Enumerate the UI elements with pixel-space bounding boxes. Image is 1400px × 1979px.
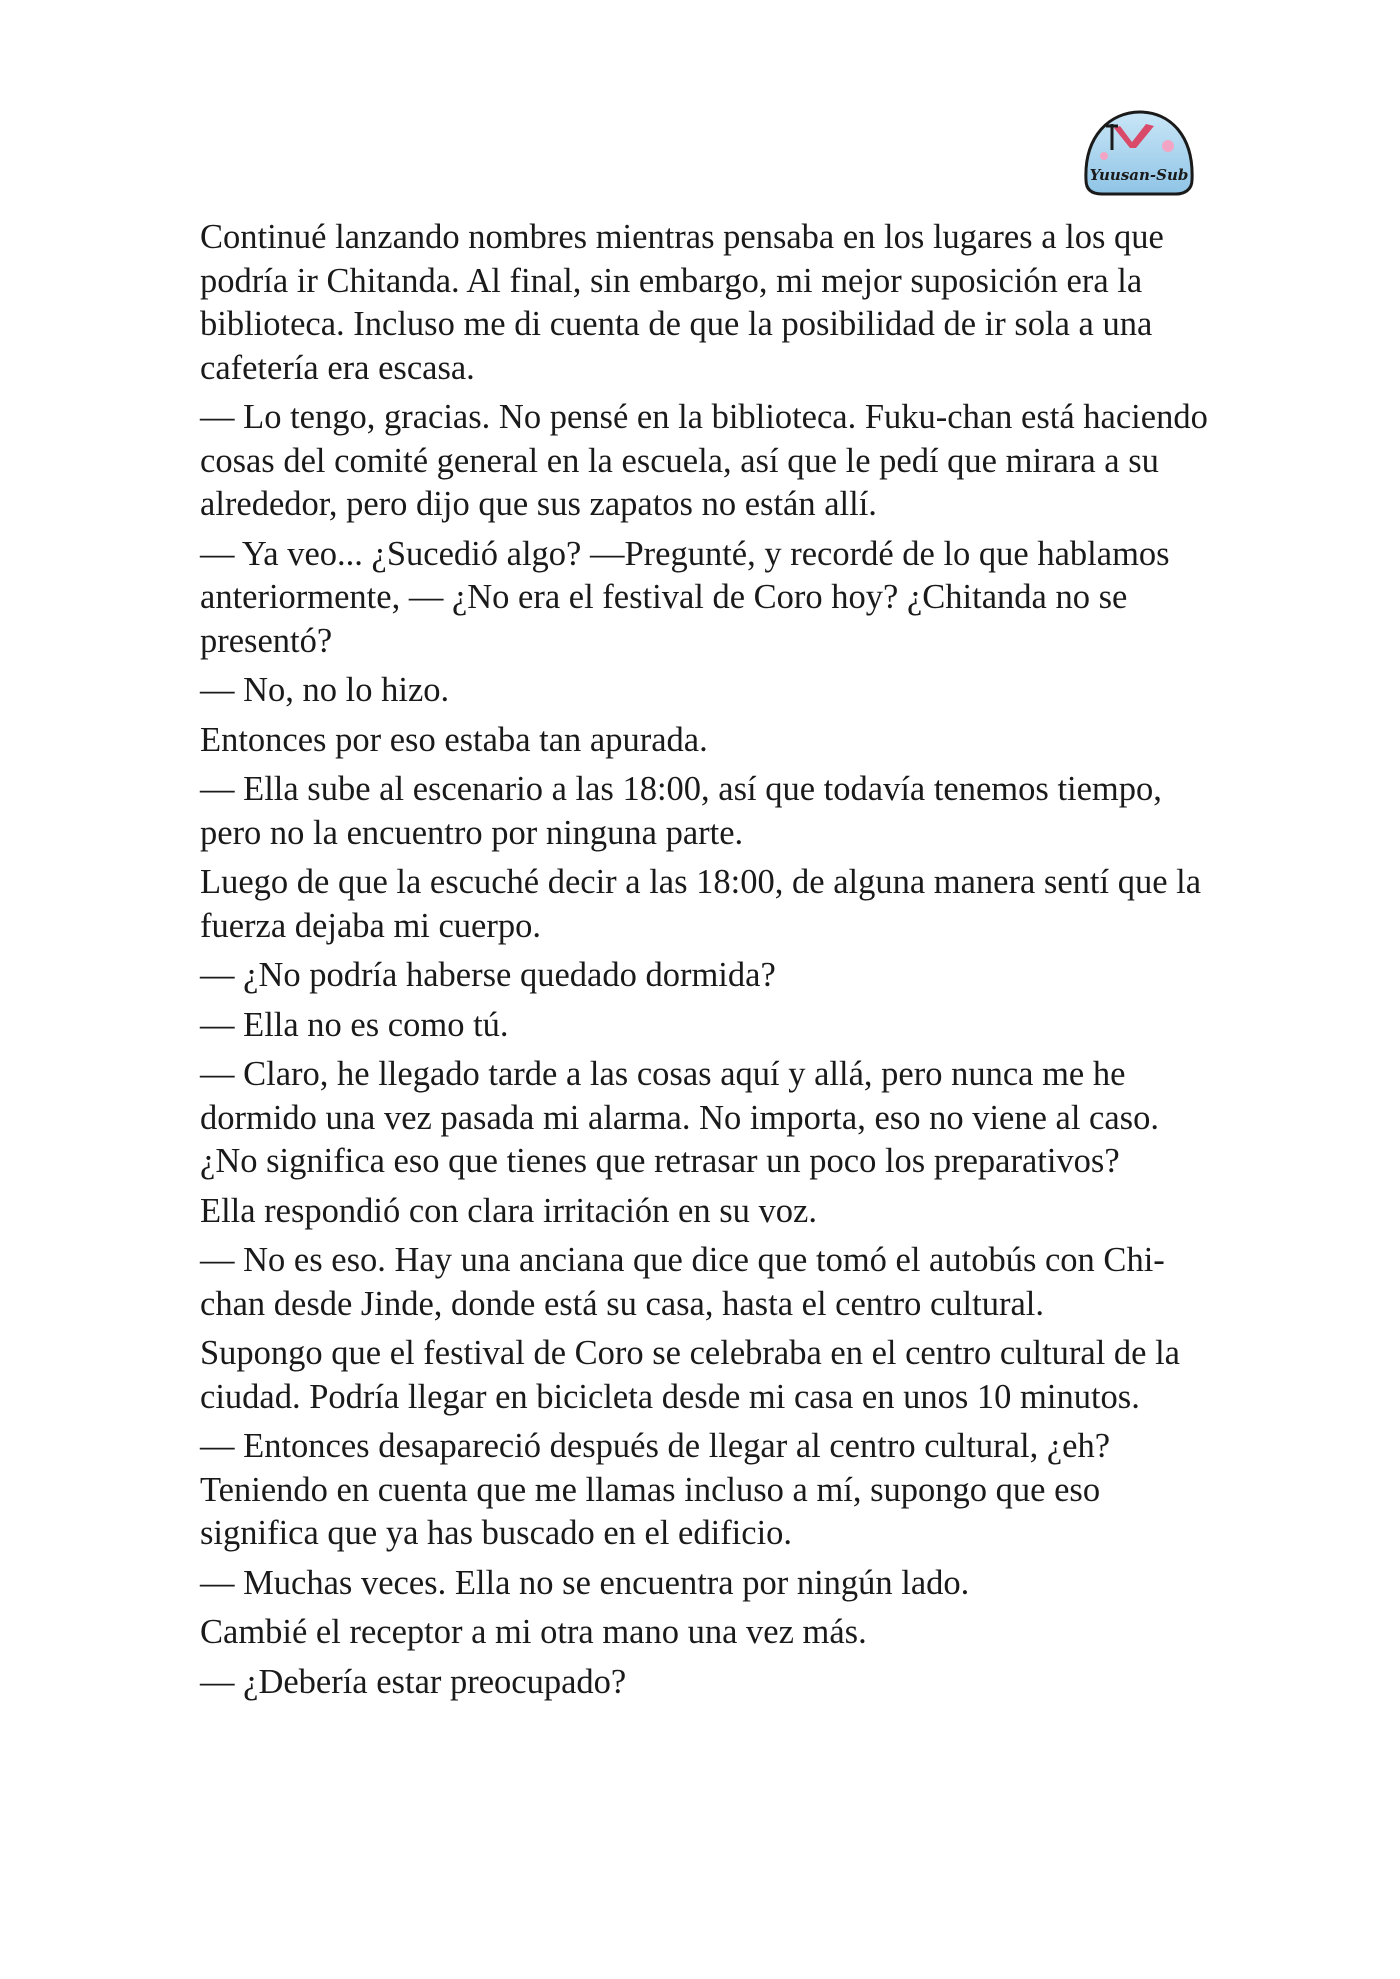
yuusan-sub-logo-icon xyxy=(1080,106,1198,198)
paragraph: Ella respondió con clara irritación en su voz. xyxy=(200,1191,817,1230)
paragraph: — No, no lo hizo. xyxy=(200,671,450,709)
paragraph: — ¿No podría haberse quedado dormida? xyxy=(200,956,776,994)
paragraph: — No es eso. Hay una anciana que dice que tomó el autobús con Chi-chan desde Jinde, donde está su casa, hasta el centro cultural. xyxy=(200,1241,1165,1323)
paragraph: — Muchas veces. Ella no se encuentra por ningún lado. xyxy=(200,1563,970,1602)
paragraph: — Claro, he llegado tarde a las cosas aquí y allá, pero nunca me he dormido una vez pasada mi alarma. No importa, eso no viene al caso. ¿No significa eso que tienes que retrasar un poco los preparativos? xyxy=(200,1055,1159,1180)
body-text xyxy=(200,216,1220,1710)
paragraph: — Ya veo... ¿Sucedió algo? —Pregunté, y recordé de lo que hablamos anteriormente, — ¿No era el festival de Coro hoy? ¿Chitanda no se presentó? xyxy=(200,534,1170,660)
paragraph: Luego de que la escuché decir a las 18:00, de alguna manera sentí que la fuerza dejaba mi cuerpo. xyxy=(200,863,1202,945)
paragraph: — Ella no es como tú. xyxy=(200,1005,509,1044)
paragraph: — Lo tengo, gracias. No pensé en la biblioteca. Fuku-chan está haciendo cosas del comité general en la escuela, así que le pedí que mirara a su alrededor, pero dijo que sus zapatos no están allí. xyxy=(200,398,1208,523)
paragraph: Supongo que el festival de Coro se celebraba en el centro cultural de la ciudad. Podría llegar en bicicleta desde mi casa en unos 10 minutos. xyxy=(200,1334,1180,1416)
paragraph: — ¿Debería estar preocupado? xyxy=(200,1662,627,1701)
paragraph: Entonces por eso estaba tan apurada. xyxy=(200,720,708,759)
paragraph: — Entonces desapareció después de llegar al centro cultural, ¿eh? Teniendo en cuenta que me llamas incluso a mí, supongo que eso significa que ya has buscado en el edificio. xyxy=(200,1427,1111,1552)
paragraph: Continué lanzando nombres mientras pensaba en los lugares a los que podría ir Chitanda. Al final, sin embargo, mi mejor suposición era la biblioteca. Incluso me di cuenta de que la posibilidad de ir sola a una cafetería era escasa. xyxy=(200,218,1164,387)
paragraph: Cambié el receptor a mi otra mano una vez más. xyxy=(200,1613,867,1651)
logo xyxy=(1080,106,1198,198)
paragraph: — Ella sube al escenario a las 18:00, así que todavía tenemos tiempo, pero no la encuentro por ninguna parte. xyxy=(200,770,1162,852)
logo-text: Yuusan-Sub xyxy=(1089,166,1189,184)
